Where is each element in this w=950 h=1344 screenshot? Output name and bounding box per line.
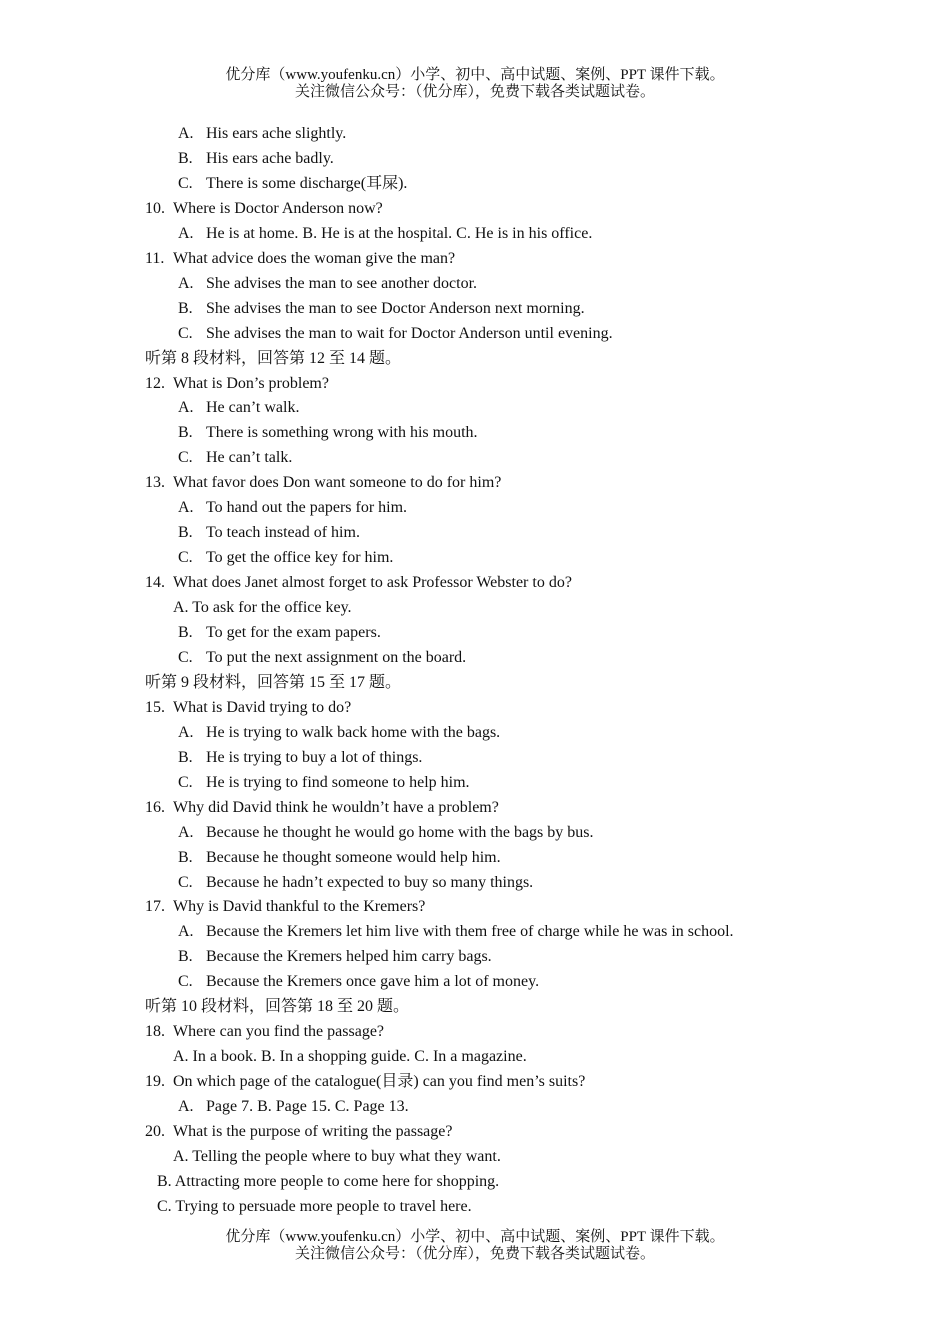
- section-instruction-line: [145, 997, 409, 1017]
- question-number: 19.: [145, 1073, 165, 1091]
- question-number: 12.: [145, 374, 165, 392]
- question-line: [145, 374, 329, 394]
- option-text: Because the Kremers once gave him a lot of money.: [206, 973, 540, 991]
- option-text: To put the next assignment on the board.: [206, 648, 467, 666]
- option-label: A.: [178, 224, 194, 242]
- option-text: Because he thought someone would help him.: [206, 848, 501, 866]
- option-text: Because he hadn’t expected to buy so many things.: [206, 873, 534, 891]
- question-line: [145, 1072, 585, 1092]
- option-text: She advises the man to see another doctor.: [206, 274, 478, 292]
- option-text: Because the Kremers helped him carry bags.: [206, 948, 492, 966]
- option-line: [173, 1147, 501, 1167]
- option-text: She advises the man to see Doctor Anderson next morning.: [206, 299, 585, 317]
- option-line: [178, 324, 613, 344]
- question-line: [145, 798, 499, 818]
- option-line: [178, 548, 393, 568]
- header-line-2: 关注微信公众号：（优分库），免费下载各类试题试卷。: [294, 84, 655, 100]
- option-label: B.: [178, 299, 193, 317]
- option-label: C.: [178, 648, 193, 666]
- option-line: [178, 748, 422, 768]
- option-line: [173, 1047, 527, 1067]
- option-text: Page 7. B. Page 15. C. Page 13.: [206, 1098, 409, 1116]
- option-line: [178, 299, 585, 319]
- option-text: C. Trying to persuade more people to travel here.: [157, 1197, 472, 1215]
- option-line: [178, 398, 299, 418]
- option-text: A. To ask for the office key.: [173, 599, 352, 617]
- question-number: 18.: [145, 1023, 165, 1041]
- option-line: [178, 423, 478, 443]
- option-label: A.: [178, 1098, 194, 1116]
- option-text: Because he thought he would go home with the bags by bus.: [206, 823, 594, 841]
- question-line: [145, 249, 455, 269]
- option-text: He is at home. B. He is at the hospital. C. He is in his office.: [206, 224, 593, 242]
- question-text: On which page of the catalogue(目录) can you find men’s suits?: [173, 1073, 586, 1091]
- option-text: To teach instead of him.: [206, 524, 360, 542]
- option-text: There is something wrong with his mouth.: [206, 424, 478, 442]
- section-text: 听第 10 段材料，回答第 18 至 20 题。: [145, 998, 410, 1016]
- question-text: What does Janet almost forget to ask Professor Webster to do?: [173, 574, 572, 592]
- question-text: What is Don’s problem?: [173, 374, 329, 392]
- question-number: 20.: [145, 1123, 165, 1140]
- question-number: 10.: [145, 199, 165, 217]
- section-instruction-line: [145, 349, 401, 369]
- option-text: He can’t walk.: [206, 399, 300, 417]
- option-label: C.: [178, 549, 193, 567]
- question-line: [145, 1122, 452, 1142]
- option-text: To get the office key for him.: [206, 549, 394, 567]
- option-text: He is trying to walk back home with the bags.: [206, 723, 501, 741]
- question-text: Why is David thankful to the Kremers?: [173, 898, 426, 916]
- question-text: Why did David think he wouldn’t have a problem?: [173, 798, 499, 816]
- question-number: 16.: [145, 798, 165, 816]
- option-text: She advises the man to wait for Doctor Anderson until evening.: [206, 324, 613, 342]
- option-label: B.: [178, 149, 193, 167]
- option-label: A.: [178, 823, 194, 841]
- option-text: To hand out the papers for him.: [206, 499, 408, 517]
- option-text: A. In a book. B. In a shopping guide. C. In a magazine.: [173, 1048, 527, 1066]
- option-line: [178, 124, 346, 144]
- question-text: What is David trying to do?: [173, 698, 352, 716]
- option-label: B.: [178, 624, 193, 641]
- option-label: A.: [178, 723, 194, 741]
- question-text: What advice does the woman give the man?: [173, 249, 456, 267]
- option-line: [178, 922, 734, 942]
- option-line: [178, 274, 477, 294]
- option-line: [178, 623, 381, 643]
- option-line: [178, 174, 407, 194]
- option-label: A.: [178, 399, 194, 417]
- option-line: [178, 823, 594, 843]
- option-label: A.: [178, 499, 194, 517]
- option-line: [178, 873, 533, 893]
- question-number: 11.: [145, 249, 165, 267]
- option-text: He is trying to buy a lot of things.: [206, 748, 423, 766]
- option-label: B.: [178, 948, 193, 966]
- option-label: B.: [178, 424, 193, 442]
- option-label: C.: [178, 873, 193, 891]
- option-label: B.: [178, 524, 193, 542]
- option-line: [178, 448, 292, 468]
- option-line: [178, 848, 501, 868]
- option-line: [178, 972, 539, 992]
- option-text: There is some discharge(耳屎).: [206, 174, 408, 192]
- question-line: [145, 897, 425, 917]
- option-label: C.: [178, 174, 193, 192]
- question-line: [145, 473, 501, 493]
- option-label: C.: [178, 324, 193, 342]
- footer-line-2: 关注微信公众号：（优分库），免费下载各类试题试卷。: [294, 1246, 655, 1262]
- option-label: C.: [178, 449, 193, 467]
- option-line: [178, 723, 500, 743]
- option-label: B.: [178, 748, 193, 766]
- option-text: His ears ache slightly.: [206, 125, 347, 142]
- option-text: He is trying to find someone to help him.: [206, 773, 470, 791]
- option-label: B.: [178, 848, 193, 866]
- footer-line-1: 优分库（www.youfenku.cn）小学、初中、高中试题、案例、PPT 课件下载。: [225, 1229, 725, 1245]
- question-number: 17.: [145, 898, 165, 916]
- option-line: [178, 498, 407, 518]
- option-line: [178, 773, 470, 793]
- question-text: What favor does Don want someone to do for him?: [173, 474, 502, 492]
- option-text: A. Telling the people where to buy what they want.: [173, 1147, 501, 1165]
- option-line: [173, 598, 352, 618]
- option-label: C.: [178, 773, 193, 791]
- option-text: To get for the exam papers.: [206, 624, 381, 641]
- option-text: B. Attracting more people to come here for shopping.: [157, 1172, 500, 1190]
- option-label: A.: [178, 125, 194, 142]
- question-line: [145, 1022, 384, 1042]
- question-text: Where is Doctor Anderson now?: [173, 199, 383, 217]
- section-text: 听第 8 段材料，回答第 12 至 14 题。: [145, 349, 402, 367]
- option-line: [178, 947, 492, 967]
- option-line: [178, 523, 360, 543]
- option-text: He can’t talk.: [206, 449, 293, 467]
- option-text: Because the Kremers let him live with them free of charge while he was in school.: [206, 923, 734, 941]
- section-instruction-line: [145, 673, 401, 693]
- option-line: [157, 1197, 472, 1217]
- header-line-1: 优分库（www.youfenku.cn）小学、初中、高中试题、案例、PPT 课件下载。: [225, 67, 725, 83]
- question-text: What is the purpose of writing the passage?: [173, 1123, 453, 1140]
- option-text: His ears ache badly.: [206, 149, 334, 167]
- option-line: [178, 224, 592, 244]
- question-number: 15.: [145, 698, 165, 716]
- option-line: [178, 149, 334, 169]
- option-label: A.: [178, 274, 194, 292]
- option-label: C.: [178, 973, 193, 991]
- question-line: [145, 573, 572, 593]
- option-label: A.: [178, 923, 194, 941]
- option-line: [157, 1172, 499, 1192]
- question-line: [145, 199, 383, 219]
- question-line: [145, 698, 351, 718]
- question-text: Where can you find the passage?: [173, 1023, 385, 1041]
- option-line: [178, 1097, 409, 1117]
- option-line: [178, 648, 466, 668]
- section-text: 听第 9 段材料，回答第 15 至 17 题。: [145, 673, 402, 691]
- question-number: 14.: [145, 574, 165, 592]
- page-footer: [0, 1229, 950, 1263]
- question-number: 13.: [145, 474, 165, 492]
- page-header: [0, 67, 950, 101]
